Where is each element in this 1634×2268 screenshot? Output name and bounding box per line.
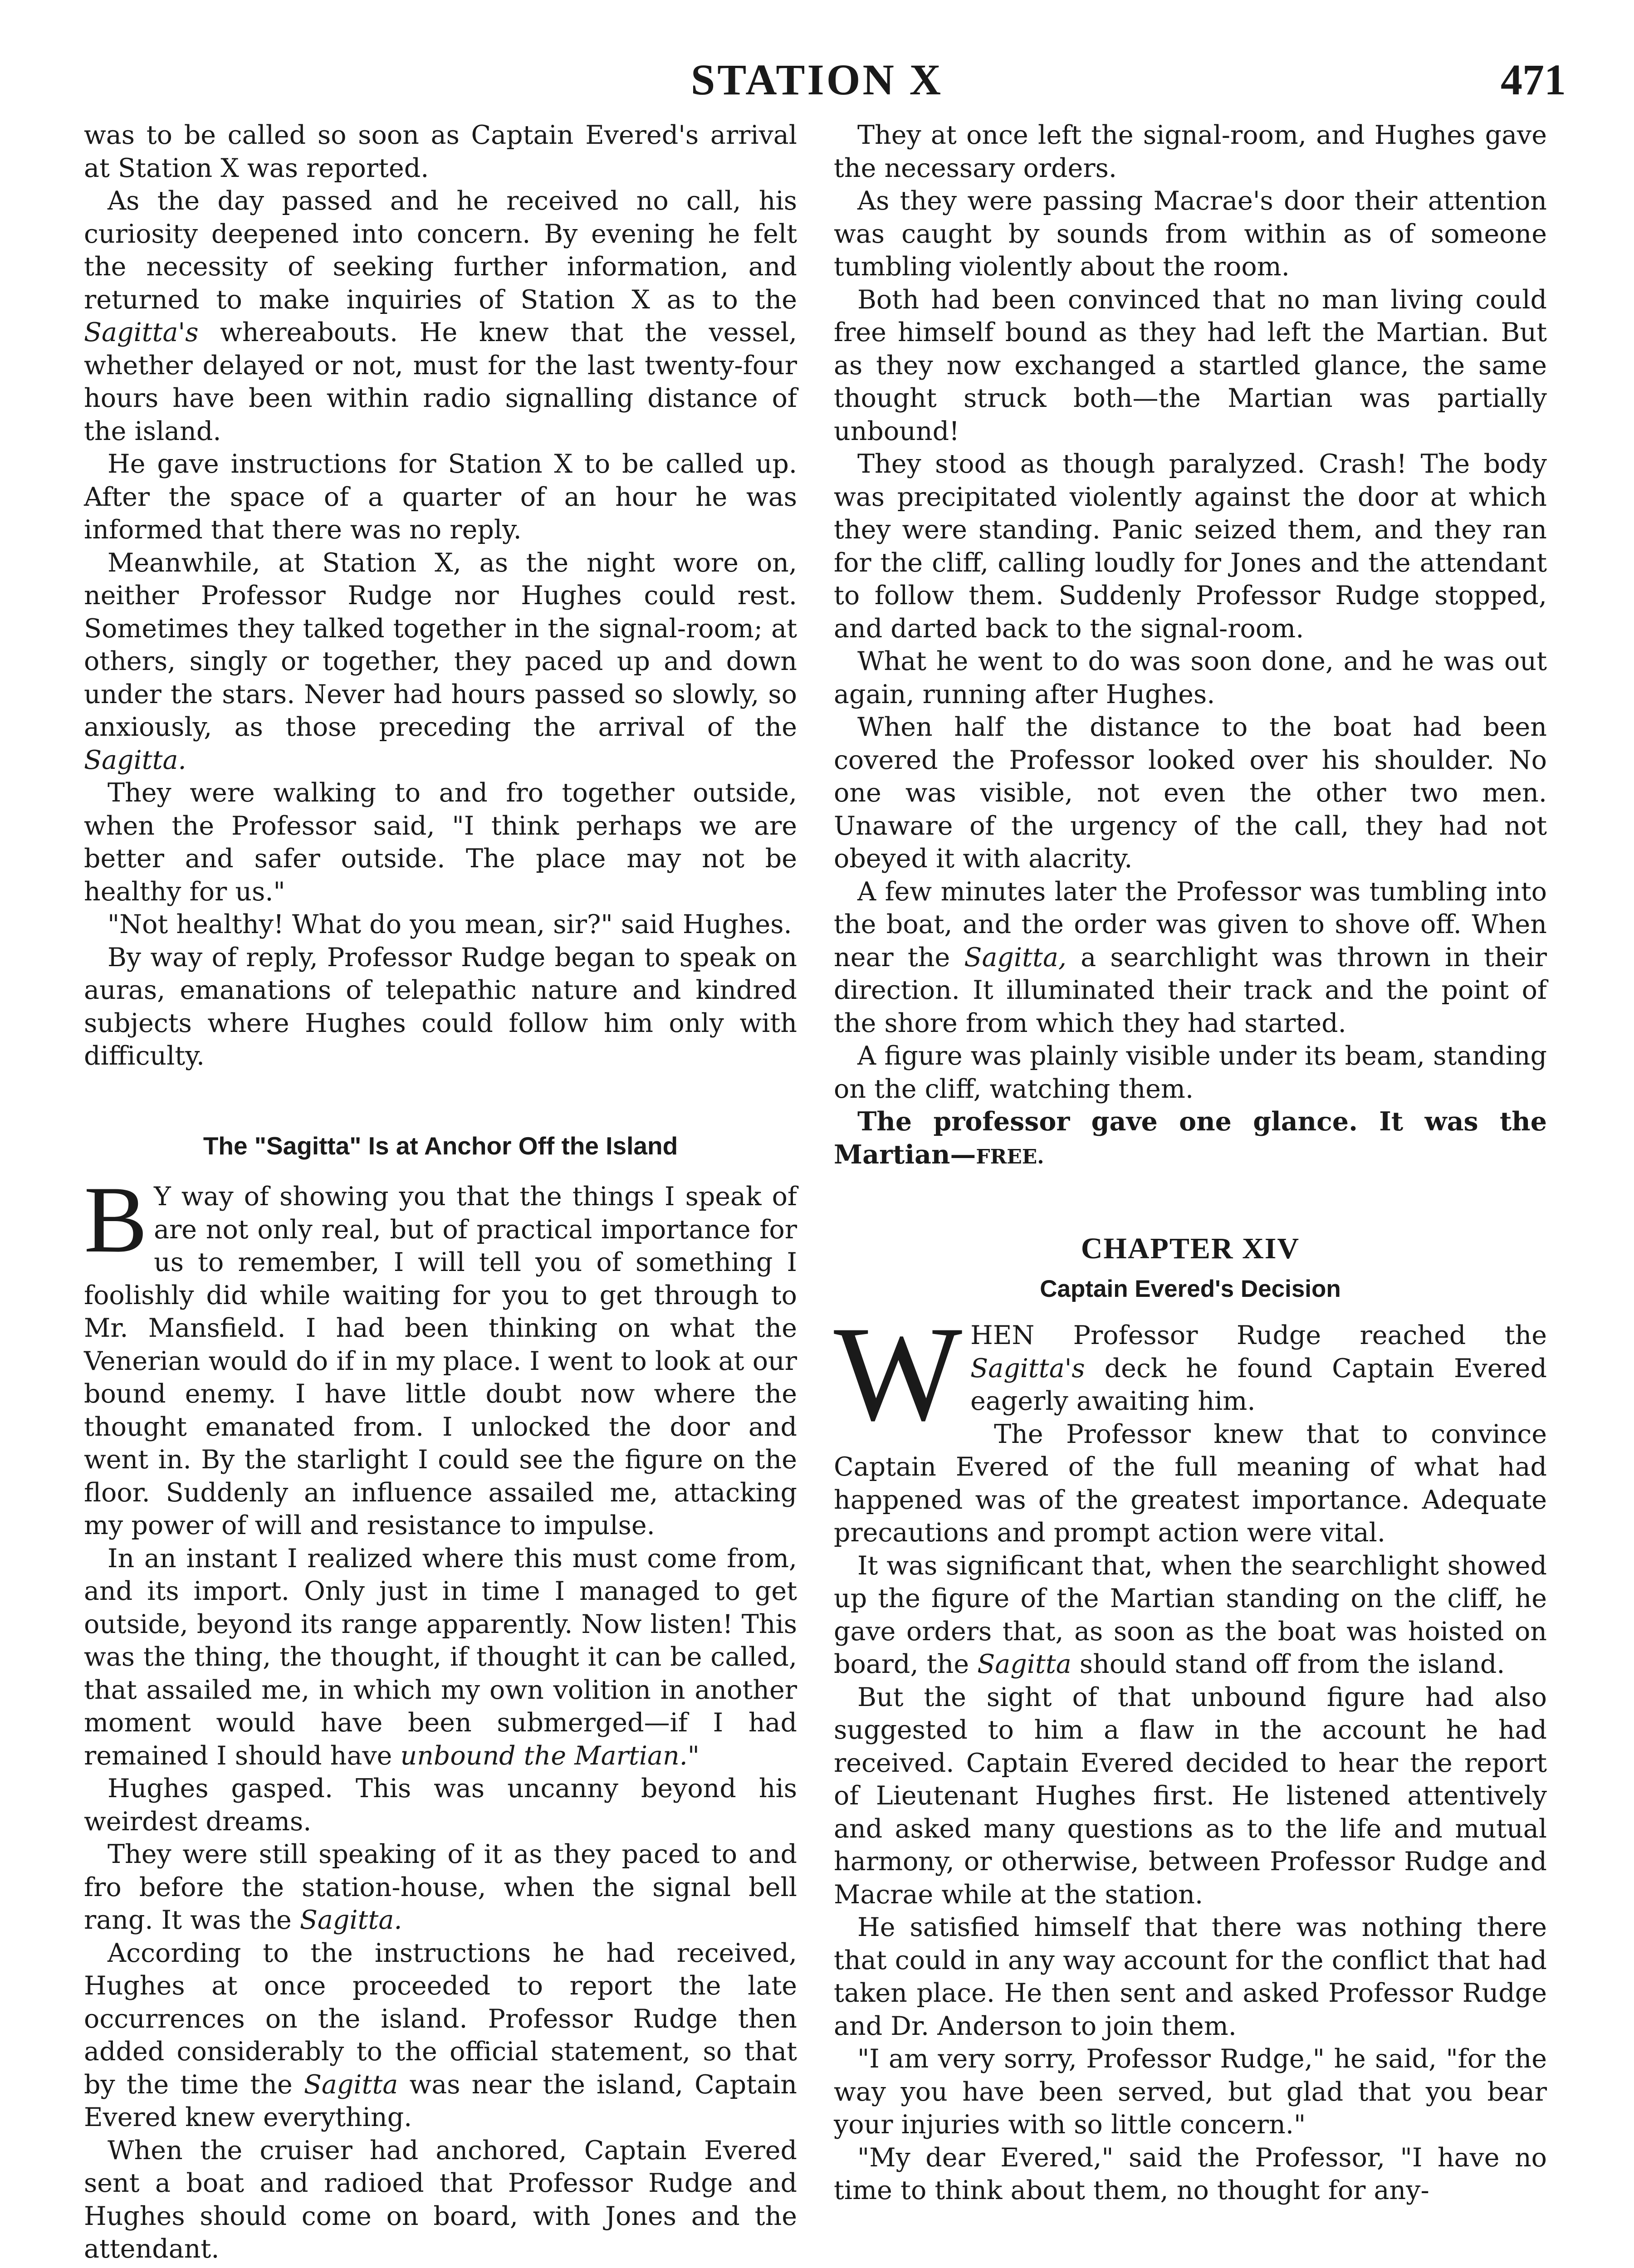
paragraph: He gave instructions for Station X to be called up. After the space of a quarter of an hour he was informed that there was no reply. xyxy=(84,449,797,545)
paragraph: But the sight of that unbound figure had also suggested to him a flaw in the account he had received. Captain Evered decided to hear the report of Lieutenant Hughes first. He listened attentively and asked many questions as to the life and mutual harmony, or otherwise, between Professor Rudge and Macrae while at the station. xyxy=(834,1682,1547,1910)
paragraph: The professor gave one glance. It was the Martian—FREE. xyxy=(834,1106,1547,1170)
paragraph: He satisfied himself that there was nothing there that could in any way account for the conflict that had taken place. He then sent and asked Professor Rudge and Dr. Anderson to join them. xyxy=(834,1912,1547,2041)
paragraph: The Professor knew that to convince Captain Evered of the full meaning of what had happened was of the greatest importance. Adequate precautions and prompt action were vital. xyxy=(834,1419,1547,1548)
paragraph: "My dear Evered," said the Professor, "I have no time to think about them, no thought for any- xyxy=(834,2142,1547,2205)
page-number: 471 xyxy=(1501,55,1566,104)
paragraph: Hughes gasped. This was uncanny beyond his weirdest dreams. xyxy=(84,1774,797,1837)
paragraph: "I am very sorry, Professor Rudge," he said, "for the way you have been served, but glad that you bear your injuries with so little concern." xyxy=(834,2044,1547,2140)
paragraph: was to be called so soon as Captain Evered's arrival at Station X was reported. xyxy=(84,120,797,183)
paragraph: As they were passing Macrae's door their attention was caught by sounds from within as of someone tumbling violently about the room. xyxy=(834,186,1547,282)
paragraph: "Not healthy! What do you mean, sir?" said Hughes. xyxy=(108,909,792,939)
paragraph: B Y way of showing you that the things I speak of are not only real, but of practical importance for us to remember, I will tell you of something I foolishly did while waiting for you to get through to Mr. Mansfield. I had been thinking on what the Venerian would do if in my place. I went to look at our bound enemy. I have little doubt now where the thought emanated from. I unlocked the door and went in. By the starlight I could see the figure on the floor. Suddenly an influence assailed me, attacking my power of will and resistance to impulse. xyxy=(84,1167,797,1540)
paragraph: What he went to do was soon done, and he was out again, running after Hughes. xyxy=(834,646,1547,709)
paragraph: They at once left the signal-room, and Hughes gave the necessary orders. xyxy=(834,120,1547,183)
paragraph: When the cruiser had anchored, Captain Evered sent a boat and radioed that Professor Rudge and Hughes should come on board, with Jones and the attendant. xyxy=(84,2135,797,2264)
paragraph: When half the distance to the boat had been covered the Professor looked over his shoulder. No one was visible, not even the other two men. Unaware of the urgency of the call, they had not obeyed it with alacrity. xyxy=(834,712,1547,874)
paragraph: They were still speaking of it as they paced to and fro before the station-house, when the signal bell rang. It was the Sagitta. xyxy=(84,1839,797,1935)
paragraph: They stood as though paralyzed. Crash! The body was precipitated violently against the door at which they were standing. Panic seized them, and they ran for the cliff, calling loudly for Jones and the attendant to follow them. Suddenly Professor Rudge stopped, and darted back to the signal-room. xyxy=(834,449,1547,644)
paragraph: Both had been convinced that no man living could free himself bound as they had left the Martian. But as they now exchanged a startled glance, the same thought struck both—the Martian was partially unbound! xyxy=(834,284,1547,446)
paragraph: By way of reply, Professor Rudge began to speak on auras, emanations of telepathic nature and kindred subjects where Hughes could follow him only with difficulty. xyxy=(84,942,797,1071)
drop-cap: B xyxy=(84,1167,148,1272)
right-column xyxy=(834,119,1547,2207)
paragraph: In an instant I realized where this must come from, and its import. Only just in time I managed to get outside, beyond its range apparently. Now listen! This was the thing, the thought, if thought it can be called, that assailed me, in which my own volition in another moment would have been submerged—if I had remained I should have unbound the Martian." xyxy=(84,1543,797,1771)
paragraph: As the day passed and he received no call, his curiosity deepened into concern. By evening he felt the necessity of seeking further information, and returned to make inquiries of Station X as to the Sagitta's whereabouts. He knew that the vessel, whether delayed or not, must for the last twenty-four hours have been within radio signalling distance of the island. xyxy=(84,186,797,446)
paragraph: Meanwhile, at Station X, as the night wore on, neither Professor Rudge nor Hughes could rest. Sometimes they talked together in the signal-room; at others, singly or together, they paced up and down under the stars. Never had hours passed so slowly, so anxiously, as those preceding the arrival of the Sagitta. xyxy=(84,547,797,775)
paragraph: It was significant that, when the searchlight showed up the figure of the Martian standing on the cliff, he gave orders that, as soon as the boat was hoisted on board, the Sagitta should stand off from the island. xyxy=(834,1550,1547,1679)
paragraph: A few minutes later the Professor was tumbling into the boat, and the order was given to shove off. When near the Sagitta, a searchlight was thrown in their direction. It illuminated their track and the point of the shore from which they had started. xyxy=(834,876,1547,1038)
section-subhead: The "Sagitta" Is at Anchor Off the Island xyxy=(203,1131,678,1160)
chapter-subtitle: Captain Evered's Decision xyxy=(1040,1275,1341,1302)
paragraph: According to the instructions he had received, Hughes at once proceeded to report the late occurrences on the island. Professor Rudge then added considerably to the official statement, so that by the time the Sagitta was near the island, Captain Evered knew everything. xyxy=(84,1938,797,2132)
paragraph: They were walking to and fro together outside, when the Professor said, "I think perhaps we are better and safer outside. The place may not be healthy for us." xyxy=(84,778,797,907)
paragraph: WHEN Professor Rudge reached the Sagitta's deck he found Captain Evered eagerly awaiting him. xyxy=(834,1298,1547,1449)
running-title: STATION X xyxy=(690,55,944,104)
drop-cap: W xyxy=(834,1298,963,1449)
left-column xyxy=(84,119,797,2266)
chapter-title: CHAPTER XIV xyxy=(1081,1232,1300,1265)
paragraph: A figure was plainly visible under its beam, standing on the cliff, watching them. xyxy=(834,1041,1547,1104)
